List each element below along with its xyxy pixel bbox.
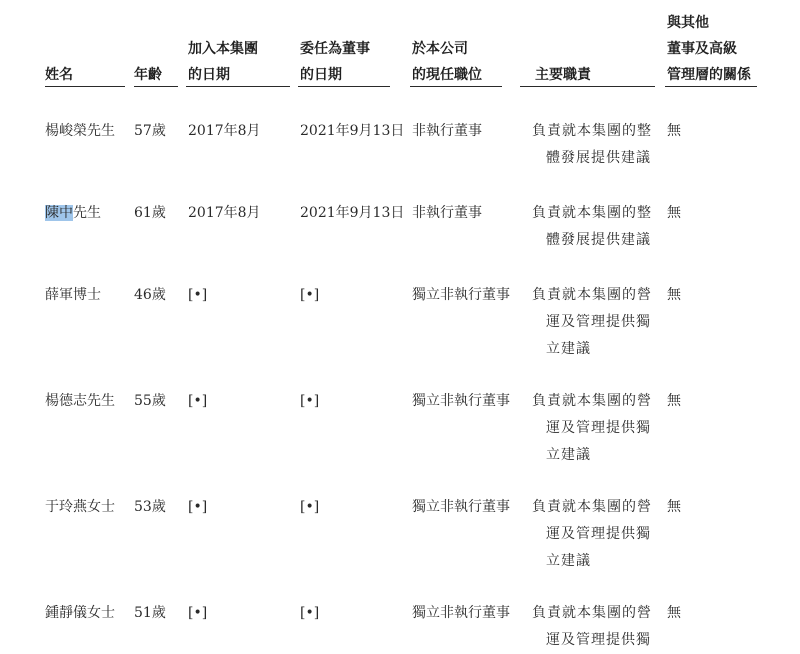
cell-join-date: [•] (188, 393, 208, 409)
cell-name (45, 118, 115, 145)
header-relation-line-2: 董事及高級 (667, 41, 737, 57)
header-rule-appoint-date (298, 86, 390, 87)
cell-name (45, 282, 101, 309)
cell-duties (532, 600, 652, 654)
duties-line: 立建議 (546, 553, 591, 569)
name-text: 鍾靜儀女士 (45, 605, 115, 621)
cell-join-date: [•] (188, 605, 208, 621)
header-position-line-2: 的現任職位 (412, 67, 482, 83)
header-appoint-date-line-1: 委任為董事 (300, 41, 370, 57)
cell-join-date: [•] (188, 499, 208, 515)
header-rule-relation (665, 86, 757, 87)
cell-join-date: [•] (188, 287, 208, 303)
cell-name (45, 600, 115, 627)
cell-duties (532, 494, 652, 575)
name-text: 楊德志先生 (45, 393, 115, 409)
name-text: 薛軍博士 (45, 287, 101, 303)
cell-appoint-date: [•] (300, 499, 320, 515)
header-join-date-line-1: 加入本集團 (188, 41, 258, 57)
cell-relation: 無 (667, 205, 681, 221)
duties-line: 立建議 (546, 341, 591, 357)
cell-appoint-date: [•] (300, 605, 320, 621)
header-age-line: 年齡 (134, 67, 162, 83)
duties-line: 運及管理提供獨 (546, 314, 651, 330)
name-text: 楊峻榮先生 (45, 123, 115, 139)
cell-duties (532, 118, 652, 172)
duties-line: 負責就本集團的營 (532, 287, 652, 303)
cell-age: 57歲 (134, 123, 166, 139)
cell-position: 獨立非執行董事 (412, 287, 510, 303)
cell-duties (532, 282, 652, 363)
header-relation-line-1: 與其他 (667, 15, 709, 31)
cell-relation: 無 (667, 393, 681, 409)
cell-relation: 無 (667, 287, 681, 303)
duties-line: 體發展提供建議 (546, 150, 651, 166)
cell-name (45, 494, 115, 521)
header-join-date (188, 36, 258, 88)
header-duties (535, 62, 591, 88)
header-rule-duties (520, 86, 655, 87)
cell-age: 61歲 (134, 205, 166, 221)
cell-position: 非執行董事 (412, 205, 482, 221)
cell-appoint-date: 2021年9月13日 (300, 123, 405, 139)
cell-appoint-date: 2021年9月13日 (300, 205, 405, 221)
header-appoint-date-line-2: 的日期 (300, 67, 342, 83)
header-duties-line: 主要職責 (535, 67, 591, 83)
cell-appoint-date: [•] (300, 287, 320, 303)
duties-line: 運及管理提供獨 (546, 632, 651, 648)
duties-line: 負責就本集團的整 (532, 205, 652, 221)
header-rule-name (45, 86, 125, 87)
duties-line: 運及管理提供獨 (546, 526, 651, 542)
cell-age: 53歲 (134, 499, 166, 515)
cell-position: 非執行董事 (412, 123, 482, 139)
header-relation-line-3: 管理層的關係 (667, 67, 751, 83)
header-relation (667, 10, 751, 88)
cell-age: 46歲 (134, 287, 166, 303)
cell-join-date: 2017年8月 (188, 123, 261, 139)
cell-age: 55歲 (134, 393, 166, 409)
cell-appoint-date: [•] (300, 393, 320, 409)
cell-relation: 無 (667, 499, 681, 515)
cell-name (45, 200, 101, 227)
duties-line: 體發展提供建議 (546, 232, 651, 248)
header-name-line: 姓名 (45, 67, 73, 83)
header-appoint-date (300, 36, 370, 88)
duties-line: 負責就本集團的整 (532, 123, 652, 139)
cell-position: 獨立非執行董事 (412, 393, 510, 409)
header-rule-join-date (186, 86, 290, 87)
header-rule-age (134, 86, 178, 87)
duties-line: 負責就本集團的營 (532, 499, 652, 515)
cell-duties (532, 388, 652, 469)
name-highlighted-text: 陳中 (45, 205, 73, 221)
header-join-date-line-2: 的日期 (188, 67, 230, 83)
cell-relation: 無 (667, 605, 681, 621)
duties-line: 運及管理提供獨 (546, 420, 651, 436)
cell-position: 獨立非執行董事 (412, 499, 510, 515)
header-rule-position (410, 86, 502, 87)
cell-relation: 無 (667, 123, 681, 139)
name-rest-text: 先生 (73, 205, 101, 221)
cell-age: 51歲 (134, 605, 166, 621)
cell-position: 獨立非執行董事 (412, 605, 510, 621)
duties-line: 立建議 (546, 447, 591, 463)
cell-join-date: 2017年8月 (188, 205, 261, 221)
header-position (412, 36, 482, 88)
duties-line: 負責就本集團的營 (532, 605, 652, 621)
duties-line: 負責就本集團的營 (532, 393, 652, 409)
cell-duties (532, 200, 652, 254)
name-text: 于玲燕女士 (45, 499, 115, 515)
header-age (134, 62, 162, 88)
cell-name (45, 388, 115, 415)
header-name (45, 62, 73, 88)
header-position-line-1: 於本公司 (412, 41, 468, 57)
